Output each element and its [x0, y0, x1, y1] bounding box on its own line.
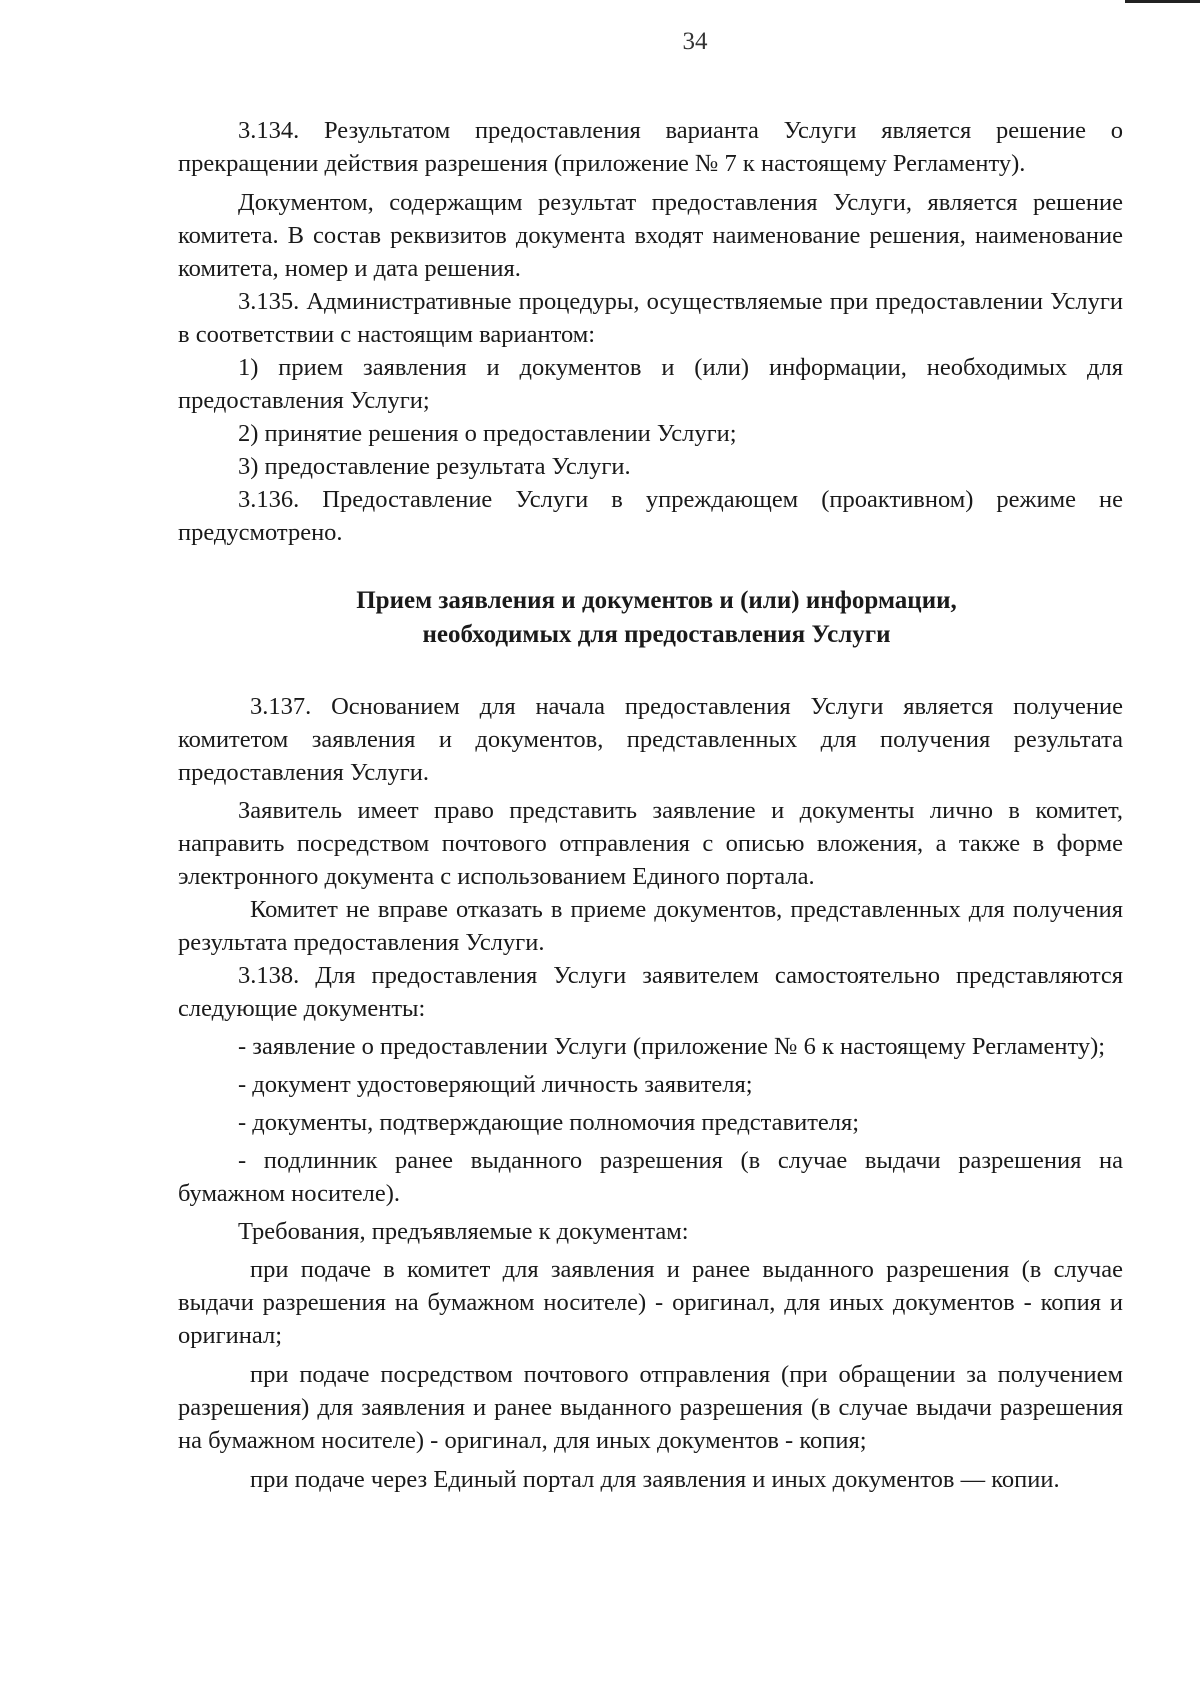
- section-heading-line-2: необходимых для предоставления Услуги: [422, 621, 891, 648]
- page-number: 34: [682, 28, 708, 55]
- paragraph-requirements: Требования, предъявляемые к документам:: [238, 1218, 689, 1245]
- paragraph-3-136: 3.136. Предоставление Услуги в упреждающем (проактивном) режиме не предусмотрено.: [178, 486, 1123, 546]
- doc-list-item-application: - заявление о предоставлении Услуги (приложение № 6 к настоящему Регламенту);: [238, 1033, 1106, 1060]
- requirement-portal: при подаче через Единый портал для заявления и иных документов — копии.: [250, 1466, 1060, 1493]
- paragraph-3-138: 3.138. Для предоставления Услуги заявителем самостоятельно представляются следующие документы:: [178, 962, 1123, 1022]
- paragraph-3-135: 3.135. Административные процедуры, осуществляемые при предоставлении Услуги в соответствии с настоящим вариантом:: [178, 288, 1123, 348]
- doc-list-item-original-permit: - подлинник ранее выданного разрешения (в случае выдачи разрешения на бумажном носителе).: [178, 1147, 1123, 1207]
- paragraph-3-137: 3.137. Основанием для начала предоставления Услуги является получение комитетом заявления и документов, представленных для получения результата предоставления Услуги.: [178, 693, 1123, 786]
- paragraph-3-134: 3.134. Результатом предоставления варианта Услуги является решение о прекращении действия разрешения (приложение № 7 к настоящему Регламенту).: [178, 117, 1123, 177]
- requirement-in-person: при подаче в комитет для заявления и ранее выданного разрешения (в случае выдачи разрешения на бумажном носителе) - оригинал, для иных документов - копия и оригинал;: [178, 1256, 1123, 1349]
- section-heading-line-1: Прием заявления и документов и (или) информации,: [356, 587, 957, 614]
- doc-list-item-identity: - документ удостоверяющий личность заявителя;: [238, 1071, 753, 1098]
- list-item-3: 3) предоставление результата Услуги.: [238, 453, 631, 480]
- paragraph-applicant-rights: Заявитель имеет право представить заявление и документы лично в комитет, направить посредством почтового отправления с описью вложения, а также в форме электронного документа с использованием Единого портала.: [178, 797, 1123, 890]
- section-heading: [178, 584, 1123, 652]
- list-item-2: 2) принятие решения о предоставлении Услуги;: [238, 420, 737, 447]
- list-item-1: 1) прием заявления и документов и (или) информации, необходимых для предоставления Услуги;: [178, 354, 1123, 414]
- requirement-by-post: при подаче посредством почтового отправления (при обращении за получением разрешения) для заявления и ранее выданного разрешения (в случае выдачи разрешения на бумажном носителе) - оригинал, для иных документов - копия;: [178, 1361, 1123, 1454]
- paragraph-result-document: Документом, содержащим результат предоставления Услуги, является решение комитета. В состав реквизитов документа входят наименование решения, наименование комитета, номер и дата решения.: [178, 189, 1123, 282]
- paragraph-committee-refusal: Комитет не вправе отказать в приеме документов, представленных для получения результата предоставления Услуги.: [178, 896, 1123, 956]
- doc-list-item-authority: - документы, подтверждающие полномочия представителя;: [238, 1109, 860, 1136]
- document-body: [178, 114, 1123, 1496]
